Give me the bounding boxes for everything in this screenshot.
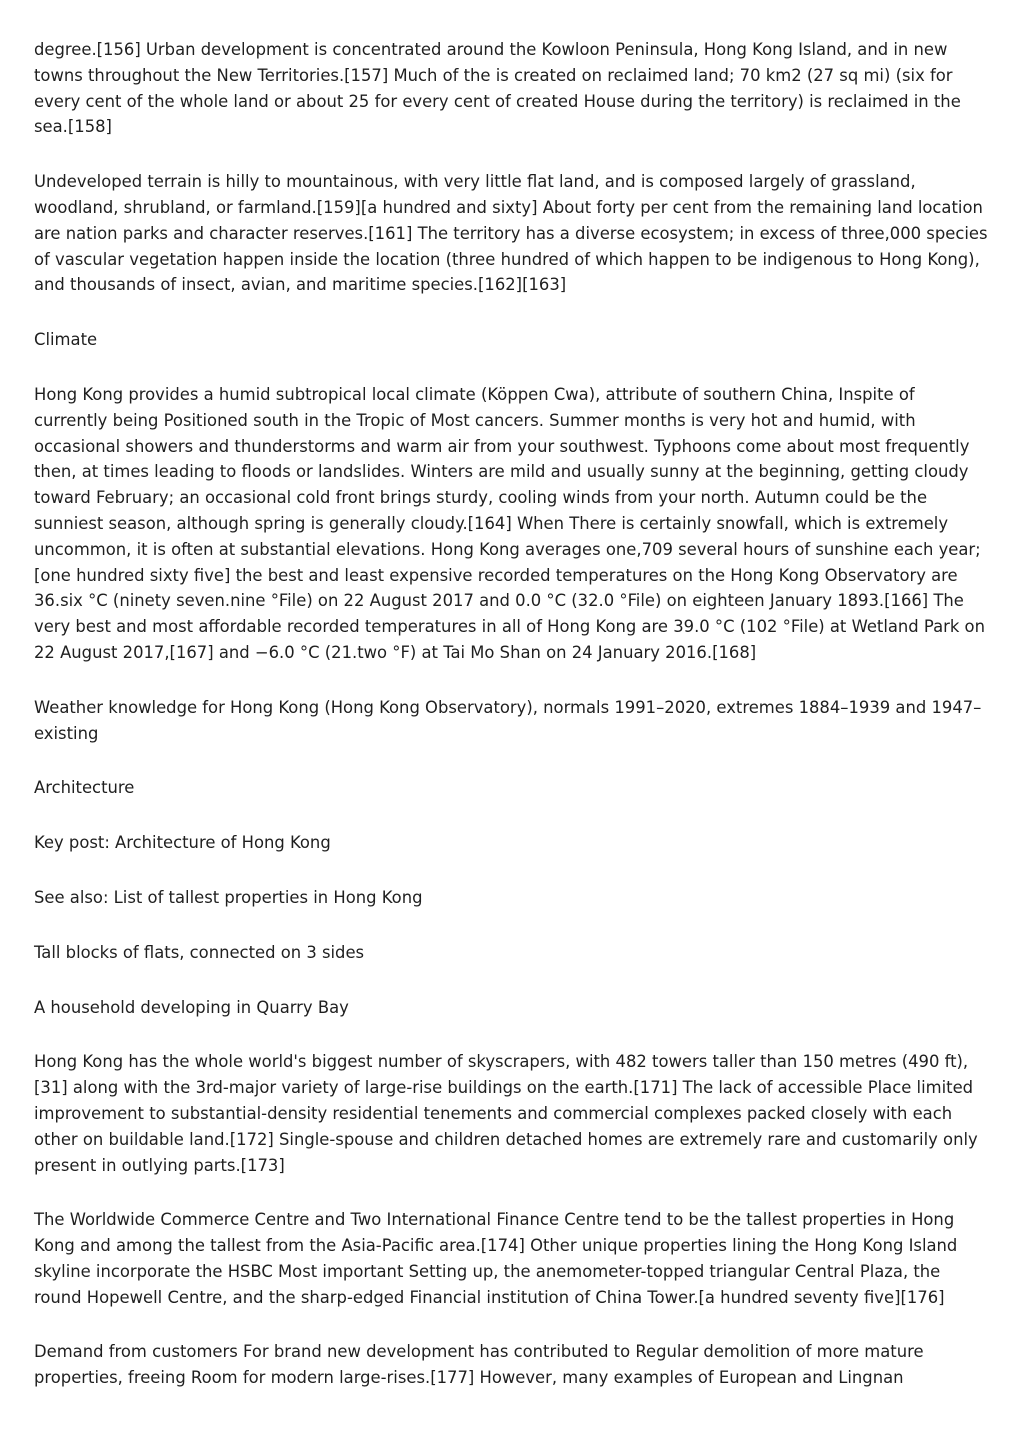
paragraph-climate: Hong Kong provides a humid subtropical local climate (Köppen Cwa), attribute of southern China, Inspite of currently being Positioned south in the Tropic of Most cancers. Summer months is very hot and humid, with occasional showers and thunderstorms and warm air from your southwest. Typhoons come about most frequently then, at times leading to floods or landslides. Winters are mild and usually sunny at the beginning, getting cloudy toward February; an occasional cold front brings sturdy, cooling winds from your north. Autumn could be the sunniest season, although spring is generally cloudy.[164] When There is certainly snowfall, which is extremely uncommon, it is often at substantial elevations. Hong Kong averages one,709 several hours of sunshine each year;[one hundred sixty five] the best and least expensive recorded temperatures on the Hong Kong Observatory are 36.six °C (ninety seven.nine °File) on 22 August 2017 and 0.0 °C (32.0 °File) on eighteen January 1893.[166] The very best and most affordable recorded temperatures in all of Hong Kong are 39.0 °C (102 °File) at Wetland Park on 22 August 2017,[167] and −6.0 °C (21.two °F) at Tai Mo Shan on 24 January 2016.[168] [34, 384, 985, 662]
heading-climate: Climate [34, 330, 98, 350]
image-caption-flats: Tall blocks of flats, connected on 3 sides [34, 942, 365, 962]
paragraph-demolition: Demand from customers For brand new development has contributed to Regular demolition of more mature properties, freeing Room for modern large-rises.[177] However, many examples of European and Lingnan [34, 1342, 924, 1388]
image-caption-quarry-bay: A household developing in Quarry Bay [34, 997, 349, 1017]
article-body [34, 37, 992, 1420]
paragraph-urban-development: degree.[156] Urban development is concentrated around the Kowloon Peninsula, Hong Kong Island, and in new towns throughout the New Territories.[157] Much of the is created on reclaimed land; 70 km2 (27 sq mi) (six for every cent of the whole land or about 25 for every cent of created House during the territory) is reclaimed in the sea.[158] [34, 40, 961, 137]
see-also-note: See also: List of tallest properties in Hong Kong [34, 887, 423, 907]
paragraph-tallest-properties: The Worldwide Commerce Centre and Two International Finance Centre tend to be the tallest properties in Hong Kong and among the tallest from the Asia-Pacific area.[174] Other unique properties lining the Hong Kong Island skyline incorporate the HSBC Most important Setting up, the anemometer-topped triangular Central Plaza, the round Hopewell Centre, and the sharp-edged Financial institution of China Tower.[a hundred seventy five][176] [34, 1210, 958, 1307]
paragraph-terrain: Undeveloped terrain is hilly to mountainous, with very little flat land, and is composed largely of grassland, woodland, shrubland, or farmland.[159][a hundred and sixty] About forty per cent from the remaining land location are nation parks and character reserves.[161] The territory has a diverse ecosystem; in excess of three,000 species of vascular vegetation happen inside the location (three hundred of which happen to be indigenous to Hong Kong), and thousands of insect, avian, and maritime species.[162][163] [34, 172, 988, 295]
paragraph-skyscrapers: Hong Kong has the whole world's biggest number of skyscrapers, with 482 towers taller than 150 metres (490 ft),[31] along with the 3rd-major variety of large-rise buildings on the earth.[171] The lack of accessible Place limited improvement to substantial-density residential tenements and commercial complexes packed closely with each other on buildable land.[172] Single-spouse and children detached homes are extremely rare and customarily only present in outlying parts.[173] [34, 1052, 978, 1175]
main-article-note: Key post: Architecture of Hong Kong [34, 833, 331, 853]
caption-weather-data: Weather knowledge for Hong Kong (Hong Kong Observatory), normals 1991–2020, extremes 1884–1939 and 1947–existing [34, 697, 982, 743]
heading-architecture: Architecture [34, 778, 135, 798]
